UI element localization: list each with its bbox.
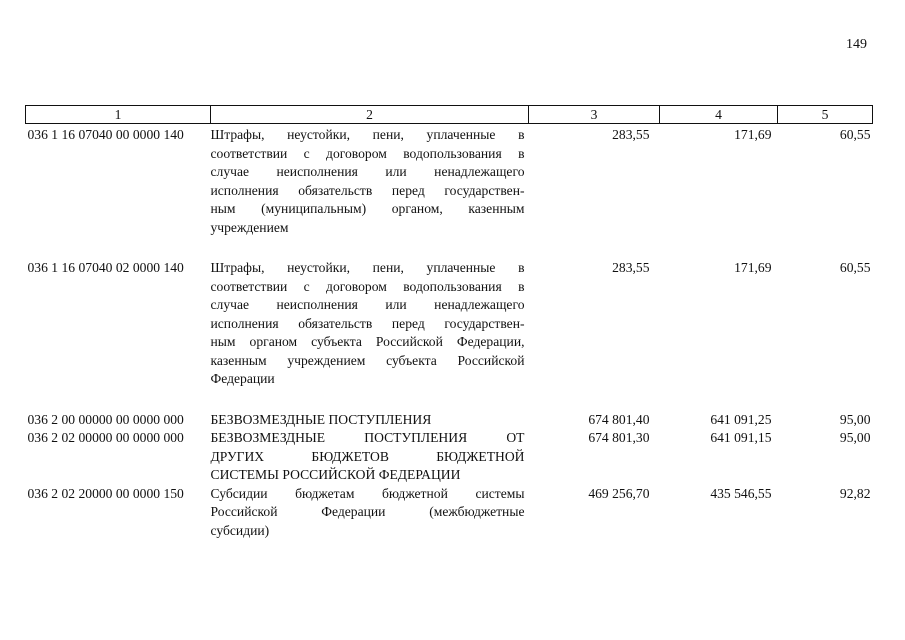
value-cell-col5: 92,82 (839, 485, 871, 501)
description-cell (211, 259, 529, 411)
header-col-4: 4 (660, 106, 778, 124)
description-line: казенным учреждением субъекта Российской (210, 352, 525, 368)
budget-code-cell: 036 2 02 20000 00 0000 150 (27, 485, 184, 501)
description-line: ным органом субъекта Российской Федерации, (210, 334, 525, 349)
description-line: соответствии с договором водопользования в (210, 145, 525, 161)
table-header (26, 106, 873, 124)
value-cell-col3: 283,55 (612, 260, 650, 275)
table-row (26, 485, 873, 541)
budget-code-cell: 036 2 02 00000 00 0000 000 (27, 430, 184, 445)
description-line: Штрафы, неустойки, пени, уплаченные в (210, 127, 525, 142)
table-body (26, 124, 873, 541)
description-cell (211, 124, 529, 260)
description-line: БЕЗВОЗМЕЗДНЫЕ ПОСТУПЛЕНИЯ (210, 411, 432, 427)
value-cell-col4: 171,69 (734, 127, 772, 142)
description-line: Федерации (210, 371, 275, 386)
description-line: соответствии с договором водопользования в (210, 278, 525, 294)
description-line: ДРУГИХ БЮДЖЕТОВ БЮДЖЕТНОЙ (210, 448, 525, 464)
description-cell (211, 485, 529, 541)
value-cell-col5: 60,55 (839, 127, 871, 142)
table-row (26, 124, 873, 260)
value-cell-col3: 674 801,30 (588, 430, 650, 445)
description-line: СИСТЕМЫ РОССИЙСКОЙ ФЕДЕРАЦИИ (210, 467, 461, 482)
header-col-1: 1 (26, 106, 211, 124)
value-cell-col5: 95,00 (839, 411, 871, 427)
header-col-3: 3 (529, 106, 660, 124)
description-line: субсидии) (210, 522, 270, 538)
description-line: случае неисполнения или ненадлежащего (210, 164, 525, 179)
header-row (26, 106, 873, 124)
table-row (26, 429, 873, 485)
description-line: ным (муниципальным) органом, казенным (210, 201, 525, 216)
description-line: исполнения обязательств перед государствен- (210, 315, 525, 331)
budget-code-cell: 036 1 16 07040 00 0000 140 (27, 127, 184, 142)
budget-code-cell: 036 2 00 00000 00 0000 000 (27, 411, 184, 427)
table-row (26, 411, 873, 430)
value-cell-col5: 95,00 (839, 430, 871, 445)
description-line: Субсидии бюджетам бюджетной системы (210, 485, 525, 501)
table-row (26, 259, 873, 411)
description-line: Российской Федерации (межбюджетные (210, 504, 525, 519)
budget-code-cell: 036 1 16 07040 02 0000 140 (27, 260, 184, 275)
page-number: 149 (846, 37, 867, 52)
description-cell (211, 429, 529, 485)
description-line: случае неисполнения или ненадлежащего (210, 297, 525, 312)
value-cell-col3: 469 256,70 (588, 485, 650, 501)
value-cell-col3: 283,55 (612, 127, 650, 142)
description-line: БЕЗВОЗМЕЗДНЫЕ ПОСТУПЛЕНИЯ ОТ (210, 430, 525, 445)
value-cell-col4: 435 546,55 (710, 485, 772, 501)
description-line: исполнения обязательств перед государствен- (210, 182, 525, 198)
value-cell-col4: 641 091,15 (710, 430, 772, 445)
value-cell-col3: 674 801,40 (588, 411, 650, 427)
description-cell (211, 411, 529, 430)
value-cell-col4: 171,69 (734, 260, 772, 275)
header-col-5: 5 (778, 106, 873, 124)
description-line: Штрафы, неустойки, пени, уплаченные в (210, 260, 525, 275)
budget-table (25, 105, 873, 540)
header-col-2: 2 (211, 106, 529, 124)
value-cell-col5: 60,55 (839, 260, 871, 275)
value-cell-col4: 641 091,25 (710, 411, 772, 427)
description-line: учреждением (210, 219, 289, 235)
